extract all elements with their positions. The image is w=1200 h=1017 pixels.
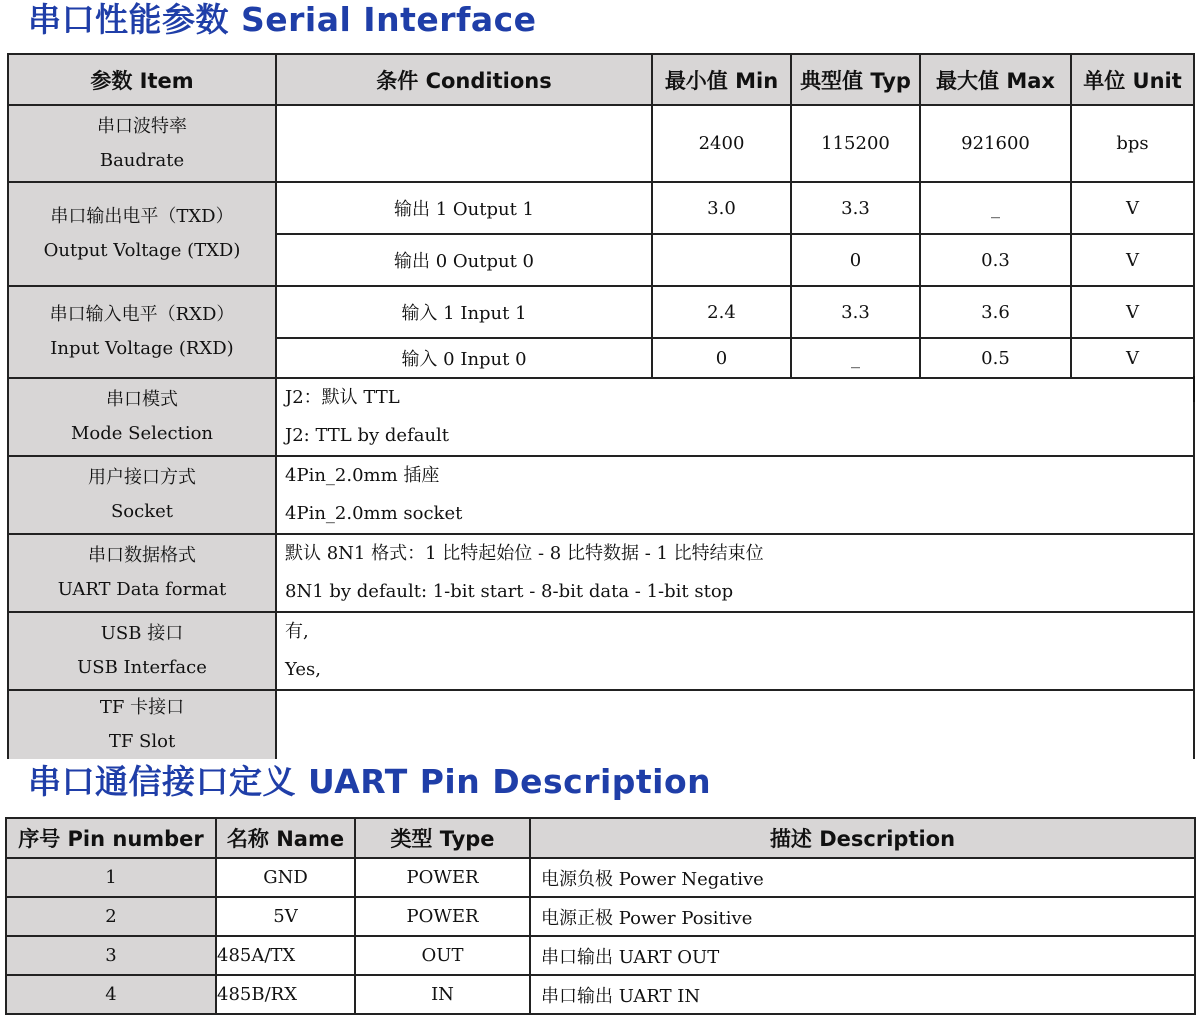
socket-label-en: Socket (110, 501, 174, 522)
baudrate-max: 921600 (920, 105, 1071, 182)
uart-pin-title: 串口通信接口定义 UART Pin Description (28, 762, 712, 801)
baudrate-label-en: Baudrate (99, 149, 185, 171)
pin-row (6, 936, 1195, 975)
baudrate-label-zh: 串口波特率 (97, 115, 187, 137)
format-label-zh: 串口数据格式 (88, 545, 196, 566)
pin-number: 3 (6, 936, 216, 975)
header-unit: 单位 Unit (1071, 54, 1194, 105)
mode-value (276, 378, 1194, 456)
mode-label (8, 378, 276, 456)
header-description: 描述 Description (530, 818, 1195, 858)
format-value-en: 8N1 by default: 1-bit start - 8-bit data - 1-bit stop (285, 581, 734, 602)
rxd-1-max: 3.6 (920, 286, 1071, 338)
pin-description: 串口输出 UART IN (530, 975, 1195, 1014)
pin-type: OUT (355, 936, 530, 975)
rxd-0-max: 0.5 (920, 338, 1071, 378)
format-value (276, 534, 1194, 612)
rxd-row-1 (8, 286, 1194, 338)
tf-label-en: TF Slot (108, 731, 176, 752)
socket-label-zh: 用户接口方式 (88, 467, 196, 488)
socket-row (8, 456, 1194, 534)
serial-interface-title: 串口性能参数 Serial Interface (28, 0, 537, 39)
usb-value-en: Yes, (285, 659, 321, 680)
rxd-1-unit: V (1071, 286, 1194, 338)
pin-header-row (6, 818, 1195, 858)
pin-row (6, 858, 1195, 897)
usb-value-zh: 有, (285, 621, 309, 642)
pin-number: 2 (6, 897, 216, 936)
header-typ: 典型值 Typ (791, 54, 920, 105)
txd-row-1 (8, 182, 1194, 234)
pin-name: GND (216, 858, 355, 897)
spec-header-row (8, 54, 1194, 105)
txd-0-unit: V (1071, 234, 1194, 286)
txd-label-en: Output Voltage (TXD) (43, 240, 241, 261)
pin-description: 电源负极 Power Negative (530, 858, 1195, 897)
format-label-en: UART Data format (57, 579, 227, 600)
rxd-label (8, 286, 276, 378)
format-value-zh: 默认 8N1 格式：1 比特起始位 - 8 比特数据 - 1 比特结束位 (285, 543, 764, 564)
format-label (8, 534, 276, 612)
header-item: 参数 Item (8, 54, 276, 105)
tf-row (8, 690, 1194, 760)
mode-label-en: Mode Selection (70, 423, 214, 444)
rxd-1-typ: 3.3 (791, 286, 920, 338)
mode-value-en: J2: TTL by default (285, 425, 450, 446)
txd-1-unit: V (1071, 182, 1194, 234)
baudrate-cond (276, 105, 652, 182)
mode-label-zh: 串口模式 (106, 389, 178, 410)
mode-row (8, 378, 1194, 456)
rxd-1-cond: 输入 1 Input 1 (276, 286, 652, 338)
usb-label-en: USB Interface (77, 657, 207, 678)
rxd-0-min: 0 (652, 338, 791, 378)
socket-label (8, 456, 276, 534)
usb-label (8, 612, 276, 690)
txd-1-min: 3.0 (652, 182, 791, 234)
txd-0-cond: 输出 0 Output 0 (276, 234, 652, 286)
txd-0-min (652, 234, 791, 286)
format-row (8, 534, 1194, 612)
pin-number: 1 (6, 858, 216, 897)
pin-type: POWER (355, 858, 530, 897)
txd-1-typ: 3.3 (791, 182, 920, 234)
baudrate-unit: bps (1071, 105, 1194, 182)
baudrate-min: 2400 (652, 105, 791, 182)
rxd-label-zh: 串口输入电平（RXD） (49, 304, 235, 325)
rxd-1-min: 2.4 (652, 286, 791, 338)
serial-spec-table (7, 53, 1195, 761)
pin-name: 485A/TX (216, 936, 355, 975)
txd-label (8, 182, 276, 286)
tf-label (8, 690, 276, 760)
pin-row (6, 897, 1195, 936)
header-min: 最小值 Min (652, 54, 791, 105)
txd-1-max: _ (920, 182, 1071, 234)
baudrate-row (8, 105, 1194, 182)
edge-marker (1193, 376, 1195, 402)
tf-label-zh: TF 卡接口 (99, 697, 185, 718)
baudrate-label (8, 105, 276, 182)
socket-value-zh: 4Pin_2.0mm 插座 (285, 465, 440, 486)
mode-value-zh: J2：默认 TTL (285, 387, 400, 408)
rxd-0-cond: 输入 0 Input 0 (276, 338, 652, 378)
rxd-label-en: Input Voltage (RXD) (50, 338, 234, 359)
pin-description: 电源正极 Power Positive (530, 897, 1195, 936)
usb-label-zh: USB 接口 (100, 623, 184, 644)
socket-value (276, 456, 1194, 534)
rxd-0-unit: V (1071, 338, 1194, 378)
pin-row (6, 975, 1195, 1014)
tf-value (276, 690, 1194, 760)
usb-row (8, 612, 1194, 690)
baudrate-typ: 115200 (791, 105, 920, 182)
header-conditions: 条件 Conditions (276, 54, 652, 105)
pin-name: 485B/RX (216, 975, 355, 1014)
pin-number: 4 (6, 975, 216, 1014)
txd-label-zh: 串口输出电平（TXD） (50, 206, 234, 227)
uart-pin-table (5, 817, 1196, 1015)
pin-description: 串口输出 UART OUT (530, 936, 1195, 975)
usb-value (276, 612, 1194, 690)
pin-type: IN (355, 975, 530, 1014)
txd-1-cond: 输出 1 Output 1 (276, 182, 652, 234)
txd-0-typ: 0 (791, 234, 920, 286)
pin-name: 5V (216, 897, 355, 936)
header-pin-number: 序号 Pin number (6, 818, 216, 858)
txd-0-max: 0.3 (920, 234, 1071, 286)
header-type: 类型 Type (355, 818, 530, 858)
header-name: 名称 Name (216, 818, 355, 858)
pin-type: POWER (355, 897, 530, 936)
header-max: 最大值 Max (920, 54, 1071, 105)
socket-value-en: 4Pin_2.0mm socket (285, 503, 463, 524)
rxd-0-typ: _ (791, 338, 920, 378)
